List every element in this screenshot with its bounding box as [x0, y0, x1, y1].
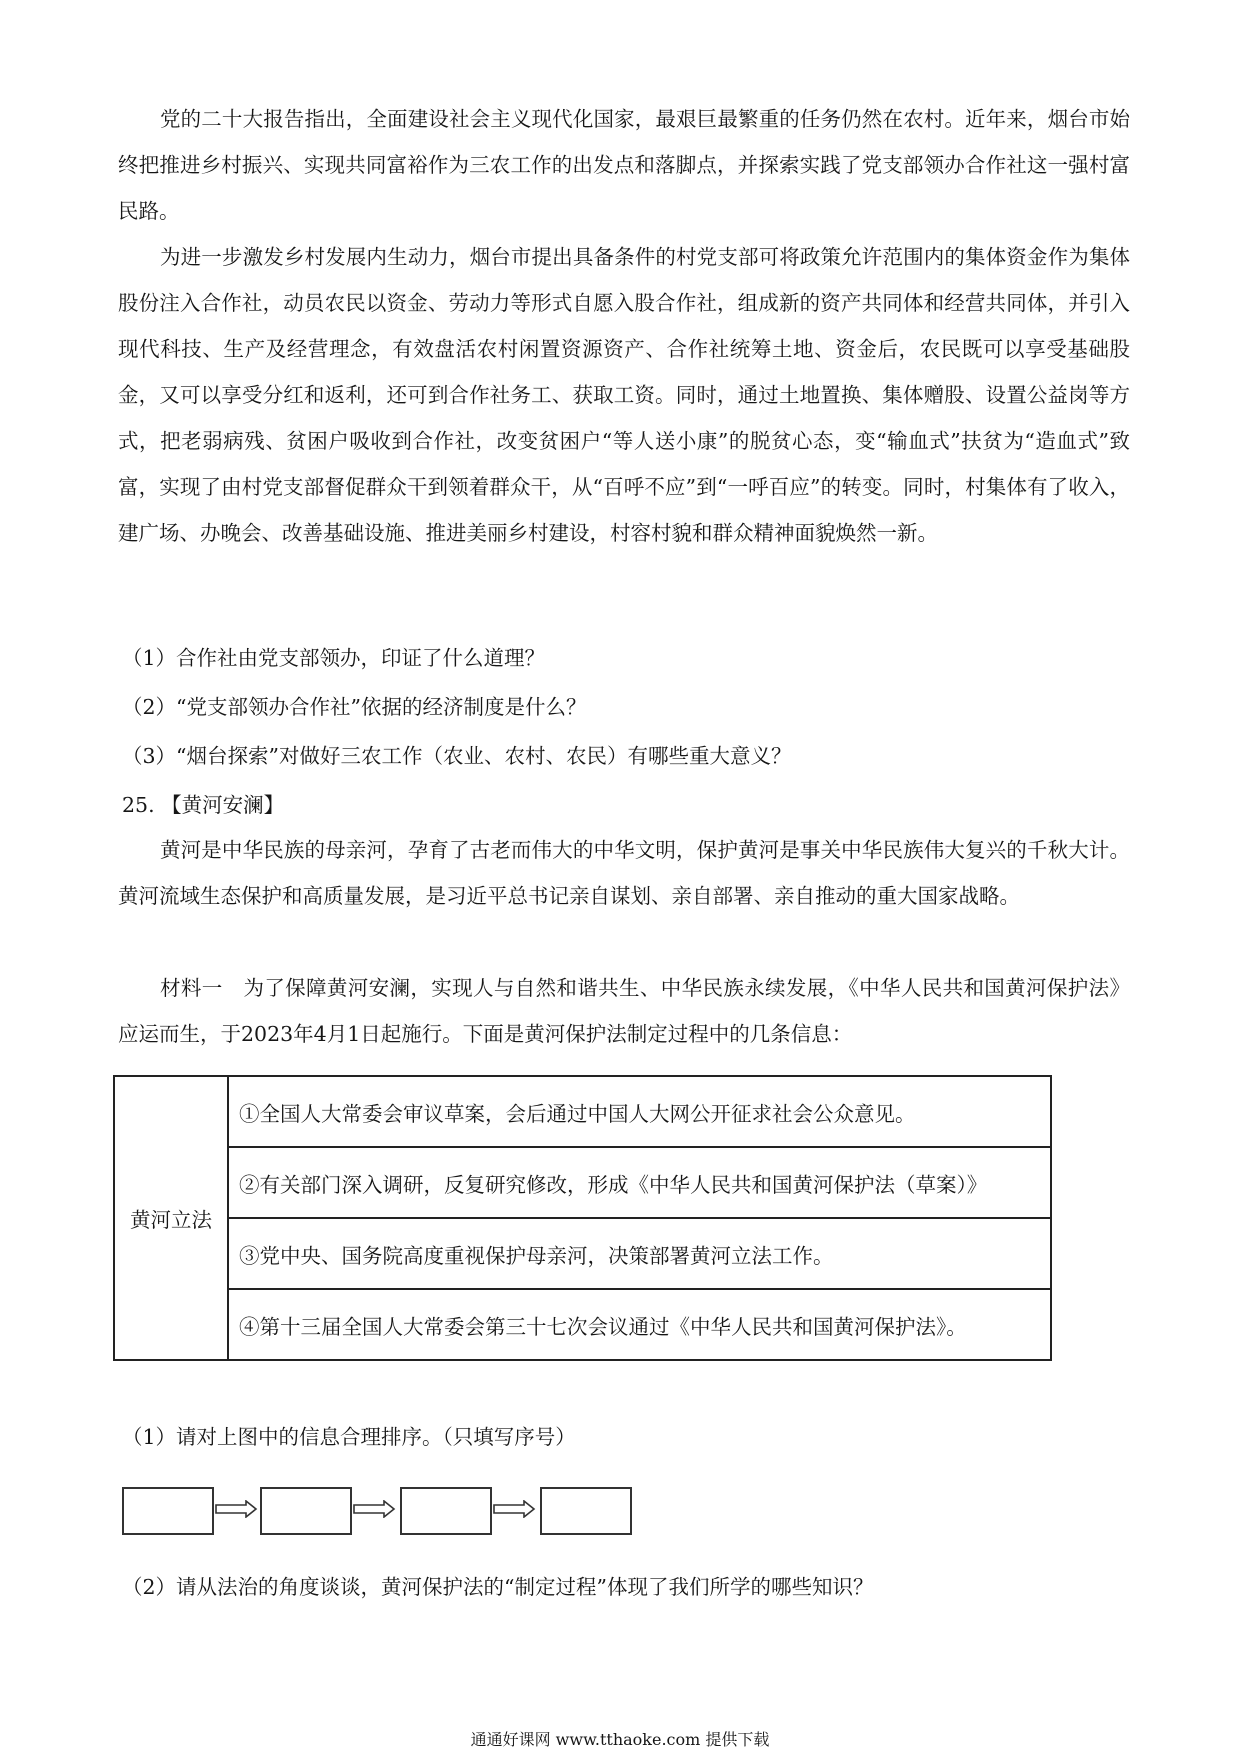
legislation-info-table	[113, 1075, 1052, 1361]
page-footer: 通通好课网 www.tthaoke.com 提供下载	[470, 1730, 770, 1749]
double-arrow-icon	[352, 1500, 396, 1518]
q25-sub-question-2: （2）请从法治的角度谈谈，黄河保护法的“制定过程”体现了我们所学的哪些知识？	[122, 1575, 874, 1599]
table-cell: ④第十三届全国人大常委会第三十七次会议通过《中华人民共和国黄河保护法》。	[228, 1289, 1051, 1360]
double-arrow-icon	[214, 1500, 258, 1518]
answer-box-2[interactable]	[260, 1487, 352, 1535]
order-answer-flow	[122, 1482, 642, 1542]
answer-box-4[interactable]	[540, 1487, 632, 1535]
answer-box-3[interactable]	[400, 1487, 492, 1535]
double-arrow-icon	[492, 1500, 536, 1518]
table-cell: ②有关部门深入调研，反复研究修改，形成《中华人民共和国黄河保护法（草案）》	[228, 1147, 1051, 1218]
table-row	[114, 1289, 1051, 1360]
q25-material-one: 材料一 为了保障黄河安澜，实现人与自然和谐共生、中华民族永续发展，《中华人民共和国黄河保护法》应运而生，于2023年4月1日起施行。下面是黄河保护法制定过程中的几条信息：	[118, 976, 1130, 1046]
answer-box-1[interactable]	[122, 1487, 214, 1535]
question-2: （2）“党支部领办合作社”依据的经济制度是什么？	[122, 695, 587, 719]
intro-paragraph-1: 党的二十大报告指出，全面建设社会主义现代化国家，最艰巨最繁重的任务仍然在农村。近年来，烟台市始终把推进乡村振兴、实现共同富裕作为三农工作的出发点和落脚点，并探索实践了党支部领办合作社这一强村富民路。	[118, 107, 1130, 223]
table-row	[114, 1076, 1051, 1147]
q25-paragraph-1: 黄河是中华民族的母亲河，孕育了古老而伟大的中华文明，保护黄河是事关中华民族伟大复兴的千秋大计。黄河流域生态保护和高质量发展，是习近平总书记亲自谋划、亲自部署、亲自推动的重大国家战略。	[118, 838, 1130, 908]
question-25-title: 25. 【黄河安澜】	[122, 793, 285, 817]
table-row	[114, 1147, 1051, 1218]
table-header-cell: 黄河立法	[114, 1076, 228, 1360]
table-cell: ③党中央、国务院高度重视保护母亲河，决策部署黄河立法工作。	[228, 1218, 1051, 1289]
q25-sub-question-1: （1）请对上图中的信息合理排序。（只填写序号）	[122, 1425, 576, 1449]
table-cell: ①全国人大常委会审议草案，会后通过中国人大网公开征求社会公众意见。	[228, 1076, 1051, 1147]
question-3: （3）“烟台探索”对做好三农工作（农业、农村、农民）有哪些重大意义？	[122, 744, 792, 768]
question-1: （1）合作社由党支部领办，印证了什么道理？	[122, 646, 546, 670]
intro-paragraph-2: 为进一步激发乡村发展内生动力，烟台市提出具备条件的村党支部可将政策允许范围内的集体资金作为集体股份注入合作社，动员农民以资金、劳动力等形式自愿入股合作社，组成新的资产共同体和经营共同体，并引入现代科技、生产及经营理念，有效盘活农村闲置资源资产、合作社统筹土地、资金后，农民既可以享受基础股金，又可以享受分红和返利，还可到合作社务工、获取工资。同时，通过土地置换、集体赠股、设置公益岗等方式，把老弱病残、贫困户吸收到合作社，改变贫困户“等人送小康”的脱贫心态，变“输血式”扶贫为“造血式”致富，实现了由村党支部督促群众干到领着群众干，从“百呼不应”到“一呼百应”的转变。同时，村集体有了收入，建广场、办晚会、改善基础设施、推进美丽乡村建设，村容村貌和群众精神面貌焕然一新。	[118, 245, 1130, 545]
table-row	[114, 1218, 1051, 1289]
